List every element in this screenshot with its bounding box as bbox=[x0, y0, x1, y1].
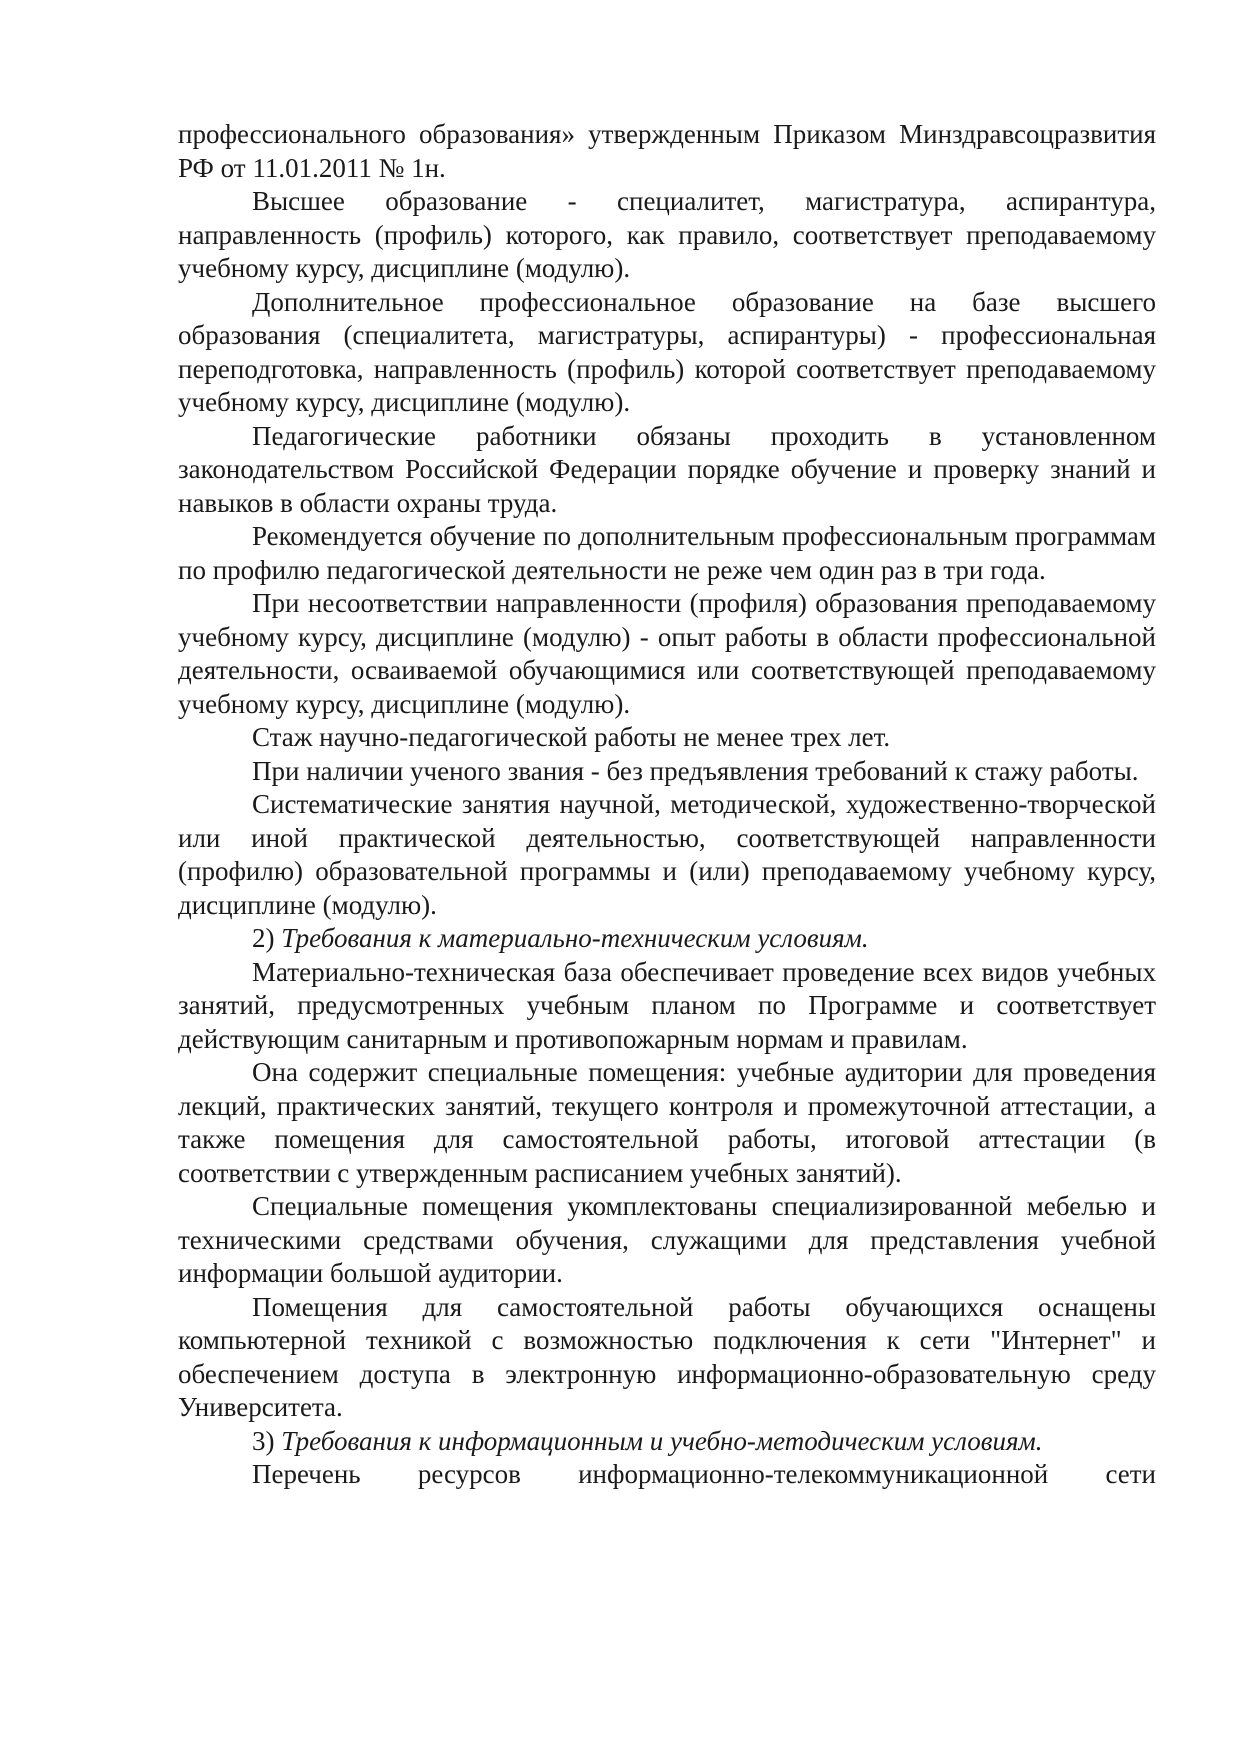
heading-information-requirements bbox=[178, 1425, 1156, 1459]
paragraph-resources-list: Перечень ресурсов информационно-телекоммуникационной сети bbox=[252, 1459, 1156, 1489]
heading-text: Требования к материально-техническим условиям. bbox=[281, 923, 869, 953]
heading-number: 3) bbox=[252, 1425, 275, 1456]
heading-material-requirements bbox=[178, 922, 1156, 956]
paragraph-additional-education: Дополнительное профессиональное образование на базе высшего образования (специалитета, магистратуры, аспирантуры) - профессиональная переподготовка, направленность (профиль) которой соответствует преподаваемому учебному курсу, дисциплине (модулю). bbox=[178, 286, 1156, 417]
heading-text: Требования к информационным и учебно-методическим условиям. bbox=[281, 1425, 1043, 1456]
paragraph-room-equipment: Специальные помещения укомплектованы специализированной мебелью и техническими средствами обучения, служащими для представления учебной информации большой аудитории. bbox=[178, 1191, 1156, 1288]
paragraph-academic-title: При наличии ученого звания - без предъявления требований к стажу работы. bbox=[252, 755, 1139, 786]
paragraph-experience: Стаж научно-педагогической работы не менее трех лет. bbox=[252, 722, 891, 752]
paragraph-higher-education: Высшее образование - специалитет, магистратура, аспирантура, направленность (профиль) которого, как правило, соответствует преподаваемому учебному курсу, дисциплине (модулю). bbox=[178, 186, 1156, 283]
paragraph-self-study-rooms: Помещения для самостоятельной работы обучающихся оснащены компьютерной техникой с возможностью подключения к сети "Интернет" и обеспечением доступа в электронную информационно-образовательную среду Университета. bbox=[178, 1291, 1156, 1422]
paragraph-special-rooms: Она содержит специальные помещения: учебные аудитории для проведения лекций, практических занятий, текущего контроля и промежуточной аттестации, а также помещения для самостоятельной работы, итоговой аттестации (в соответствии с утвержденным расписанием учебных занятий). bbox=[178, 1057, 1156, 1188]
document-page bbox=[178, 118, 1156, 1492]
paragraph-profile-mismatch: При несоответствии направленности (профиля) образования преподаваемому учебному курсу, дисциплине (модулю) - опыт работы в области профессиональной деятельности, осваиваемой обучающимися или соответствующей преподаваемому учебному курсу, дисциплине (модулю). bbox=[178, 588, 1156, 719]
heading-number: 2) bbox=[252, 923, 275, 953]
paragraph-material-base: Материально-техническая база обеспечивает проведение всех видов учебных занятий, предусмотренных учебным планом по Программе и соответствует действующим санитарным и противопожарным нормам и правилам. bbox=[178, 956, 1156, 1054]
paragraph-order-reference: профессионального образования» утвержденным Приказом Минздравсоцразвития РФ от 11.01.2011 № 1н. bbox=[178, 119, 1156, 183]
paragraph-labor-safety: Педагогические работники обязаны проходить в установленном законодательством Российской Федерации порядке обучение и проверку знаний и навыков в области охраны труда. bbox=[178, 420, 1156, 518]
paragraph-systematic-activity: Систематические занятия научной, методической, художественно-творческой или иной практической деятельностью, соответствующей направленности (профилю) образовательной программы и (или) преподаваемому учебному курсу, дисциплине (модулю). bbox=[178, 789, 1156, 920]
paragraph-training-recommendation: Рекомендуется обучение по дополнительным профессиональным программам по профилю педагогической деятельности не реже чем один раз в три года. bbox=[178, 521, 1156, 585]
